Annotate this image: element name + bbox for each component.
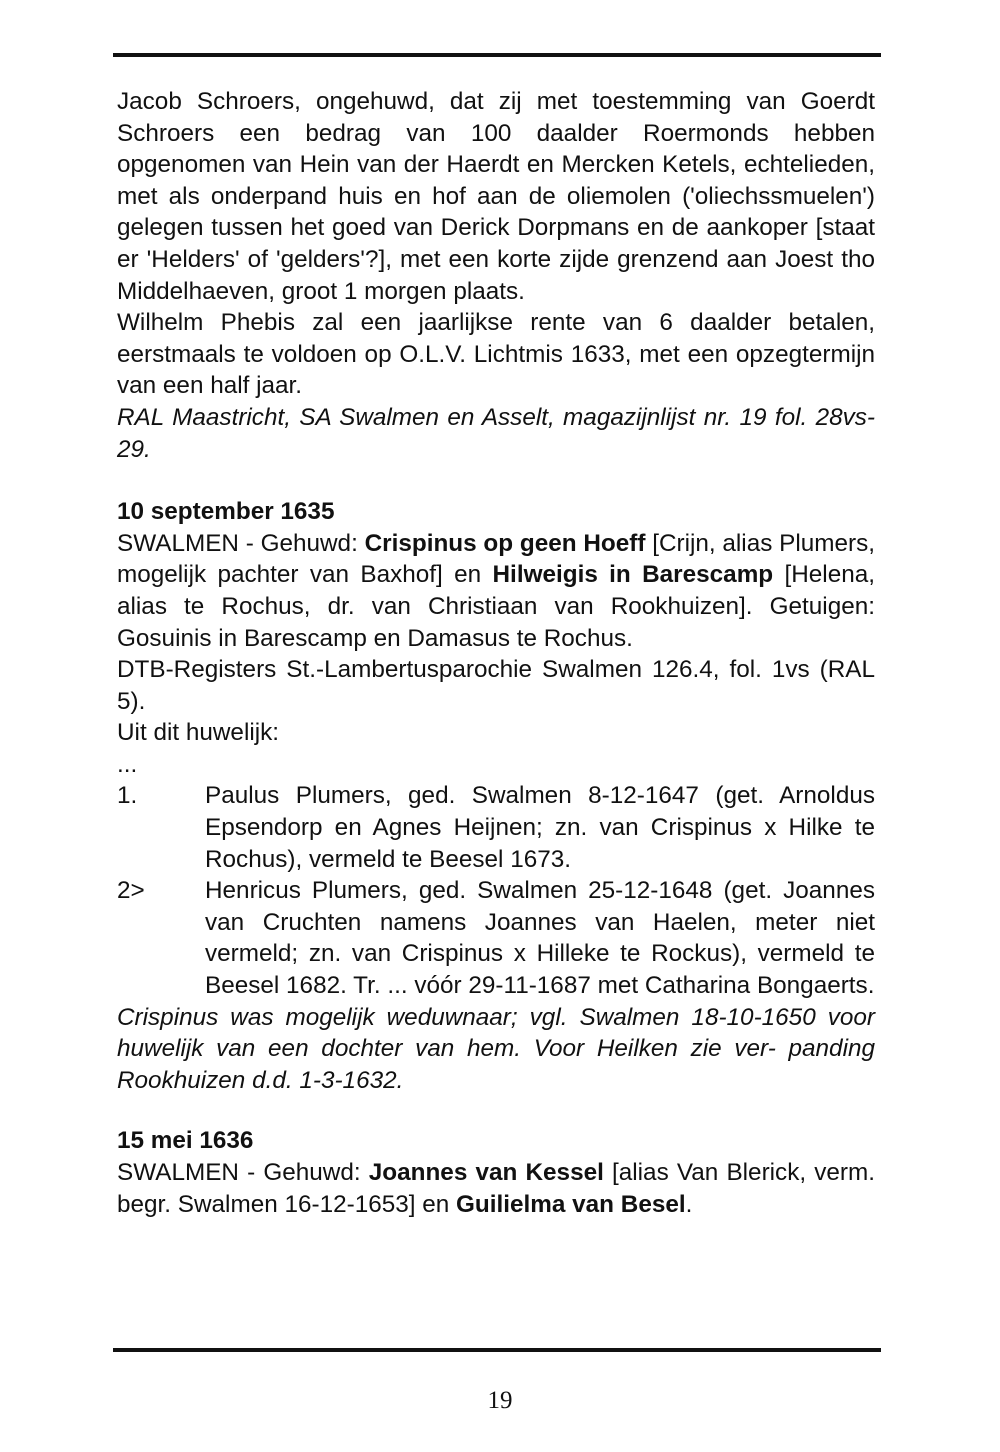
page-number: 19 bbox=[487, 1387, 513, 1414]
section2-groom-note: [Crijn, alias Plumers, mogelijk pachter van Baxhof] en bbox=[117, 529, 875, 589]
section1-paragraph-1: Jacob Schroers, ongehuwd, dat zij met toestemming van Goerdt Schroers een bedrag van 100 daalder Roermonds hebben opgenomen van Hein van der Haerdt en Mercken Ketels, echtelieden, met als onderpand huis en hof aan de oliemolen ('oliechssmuelen') gelegen tussen het goed van Derick Dorpmans en de aankoper [staat er 'Helders' of 'gelders'?], met een korte zijde grenzend aan Joest tho Middelhaeven, groot 1 morgen plaats. bbox=[117, 88, 875, 305]
section2-place: SWALMEN - Gehuwd: bbox=[117, 529, 365, 557]
child-number: 2> bbox=[117, 877, 145, 905]
section2-groom: Crispinus op geen Hoeff bbox=[364, 529, 646, 557]
section2-register: DTB-Registers St.-Lambertusparochie Swalmen 126.4, fol. 1vs (RAL 5). bbox=[117, 656, 875, 715]
section3-place: SWALMEN - Gehuwd: bbox=[117, 1159, 369, 1186]
section1-paragraph-2: Wilhelm Phebis zal een jaarlijkse rente van 6 daalder betalen, eerstmaals te voldoen op O.L.V. Lichtmis 1633, met een opzegtermijn van een half jaar. bbox=[117, 309, 875, 400]
section2-marriage-record bbox=[117, 528, 875, 654]
child-text: Paulus Plumers, ged. Swalmen 8-12-1647 (get. Arnoldus Epsendorp en Agnes Heijnen; zn. van Crispinus x Hilke te Rochus), vermeld te Beesel 1673. bbox=[205, 782, 875, 873]
spacer bbox=[117, 1096, 875, 1125]
spacer bbox=[117, 465, 875, 496]
section2-bride: Hilweigis in Barescamp bbox=[492, 561, 774, 589]
page-body bbox=[117, 86, 875, 1220]
child-item bbox=[117, 780, 875, 875]
section2-date-heading: 10 september 1635 bbox=[117, 498, 335, 526]
child-text: Henricus Plumers, ged. Swalmen 25-12-1648 (get. Joannes van Cruchten namens Joannes van Haelen, meter niet vermeld; zn. van Crispinus x Hilleke te Rockus), vermeld te Beesel 1682. Tr. ... vóór 29-11-1687 met Catharina Bongaerts. bbox=[205, 877, 875, 1000]
bottom-rule bbox=[113, 1348, 881, 1352]
child-number: 1. bbox=[117, 782, 138, 810]
section2-ellipsis: ... bbox=[117, 750, 138, 778]
section3-bride: Guilielma van Besel bbox=[456, 1190, 686, 1218]
section3-marriage-record bbox=[117, 1157, 875, 1220]
section3-groom: Joannes van Kessel bbox=[368, 1159, 604, 1186]
top-rule bbox=[113, 53, 881, 57]
child-item bbox=[117, 875, 875, 1001]
section2-note: Crispinus was mogelijk weduwnaar; vgl. Swalmen 18-10-1650 voor huwelijk van een dochter van hem. Voor Heilken zie ver- panding Rookhuizen d.d. 1-3-1632. bbox=[117, 1003, 875, 1094]
section2-bride-note: [Helena, alias te Rochus, dr. van Christiaan van Rookhuizen]. Getuigen: Gosuinis in Barescamp en Damasus te Rochus. bbox=[117, 561, 875, 652]
section1-source: RAL Maastricht, SA Swalmen en Asselt, magazijnlijst nr. 19 fol. 28vs-29. bbox=[117, 403, 875, 463]
section3-date-heading: 15 mei 1636 bbox=[117, 1127, 254, 1155]
section3-groom-note: [alias Van Blerick, verm. begr. Swalmen 16-12-1653] en bbox=[117, 1159, 875, 1218]
section3-end: . bbox=[685, 1190, 693, 1218]
section2-children-intro: Uit dit huwelijk: bbox=[117, 719, 280, 747]
